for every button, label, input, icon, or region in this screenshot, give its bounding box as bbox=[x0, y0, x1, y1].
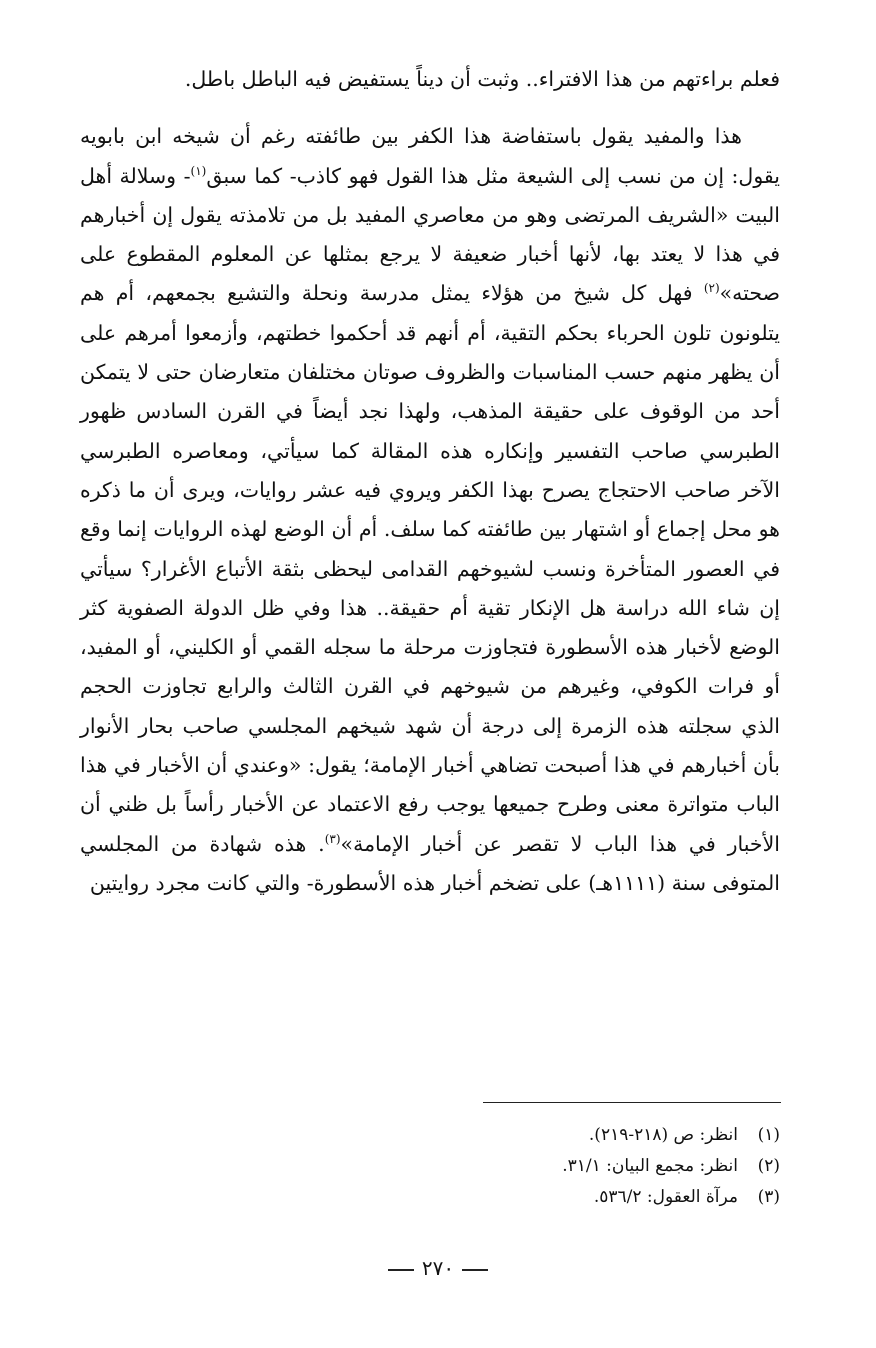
footnote-text: مرآة العقول: ٥٣٦/٢. bbox=[593, 1187, 738, 1207]
text-segment-c: فهل كل شيخ من هؤلاء يمثل مدرسة ونحلة والتشيع بجمعهم، أم هم يتلونون تلون الحرباء بحكم التقية، أم أنهم قد أحكموا خطتهم، وأزمعوا أمرهم على أن يظهر منهم حسب المناسبات والظروف صوتان مختلفان متعارضان حتى لا يتمكن أحد من الوقوف على حقيقة المذهب، ولهذا نجد أيضاً في القرن السادس ظهور الطبرسي صاحب التفسير وإنكاره هذه المقالة كما سيأتي، ومعاصره الطبرسي الآخر صاحب الاحتجاج يصرح بهذا الكفر ويروي فيه عشر روايات، ويرى أن ما ذكره هو محل إجماع أو اشتهار بين طائفته كما سلف. أم أن الوضع لهذه الروايات إنما وقع في العصور المتأخرة ونسب لشيوخهم القدامى ليحظى بثقة الأتباع الأغرار؟ سيأتي إن شاء الله دراسة هل الإنكار تقية أم حقيقة.. هذا وفي ظل الدولة الصفوية كثر الوضع لأخبار هذه الأسطورة فتجاوزت مرحلة ما سجله القمي أو الكليني، أو المفيد، أو فرات الكوفي، وغيرهم من شيوخهم في القرن الثالث والرابع تجاوزت الحجم الذي سجلته هذه الزمرة إلى درجة أن شهد شيخهم المجلسي صاحب بحار الأنوار بأن أخبارهم في هذا أصبحت تضاهي أخبار الإمامة؛ يقول: «وعندي أن الأخبار في هذا الباب متواترة معنى وطرح جميعها يوجب رفع الاعتماد عن الأخبار رأساً بل ظني أن الأخبار في هذا الباب لا تقصر عن أخبار الإمامة» bbox=[80, 281, 780, 856]
footnote-text: انظر: مجمع البيان: ٣١/١. bbox=[562, 1156, 738, 1176]
text-segment-d: . هذه شهادة من المجلسي المتوفى سنة (١١١١هـ) على تضخم أخبار هذه الأسطورة- والتي كانت مجرد روايتين bbox=[80, 831, 780, 895]
dash-right bbox=[388, 1269, 414, 1271]
main-text bbox=[80, 60, 780, 903]
footnote-ref-2: (٢) bbox=[703, 281, 720, 296]
footnote-3 bbox=[360, 1182, 780, 1213]
page-number-value: ٢٧٠ bbox=[421, 1256, 455, 1280]
page-number bbox=[0, 1256, 876, 1280]
dash-left bbox=[462, 1269, 488, 1271]
footnote-1 bbox=[360, 1120, 780, 1151]
footnote-ref-1: (١) bbox=[190, 163, 207, 178]
footnote-separator bbox=[483, 1102, 781, 1103]
footnote-number: (٢) bbox=[757, 1156, 780, 1176]
footnote-text: انظر: ص (٢١٨-٢١٩). bbox=[588, 1125, 738, 1145]
opening-line: فعلم براءتهم من هذا الافتراء.. وثبت أن ديناً يستفيض فيه الباطل باطل. bbox=[184, 67, 780, 91]
footnote-number: (٣) bbox=[757, 1187, 780, 1207]
text-segment-b: - وسلالة أهل البيت «الشريف المرتضى وهو من معاصري المفيد بل من تلامذته يقول إن أخبارهم في هذا لا يعتد بها، لأنها أخبار ضعيفة لا يرجع بمثلها عن المعلوم المقطوع على صحته» bbox=[80, 163, 780, 306]
footnotes bbox=[360, 1120, 780, 1213]
footnote-2 bbox=[360, 1151, 780, 1182]
footnote-ref-3: (٣) bbox=[324, 831, 341, 846]
main-paragraph bbox=[80, 117, 780, 903]
text-segment-a: هذا والمفيد يقول باستفاضة هذا الكفر بين طائفته رغم أن شيخه ابن بابويه يقول: إن من نسب إلى الشيعة مثل هذا القول فهو كاذب- كما سبق bbox=[80, 124, 780, 188]
footnote-number: (١) bbox=[757, 1125, 780, 1145]
